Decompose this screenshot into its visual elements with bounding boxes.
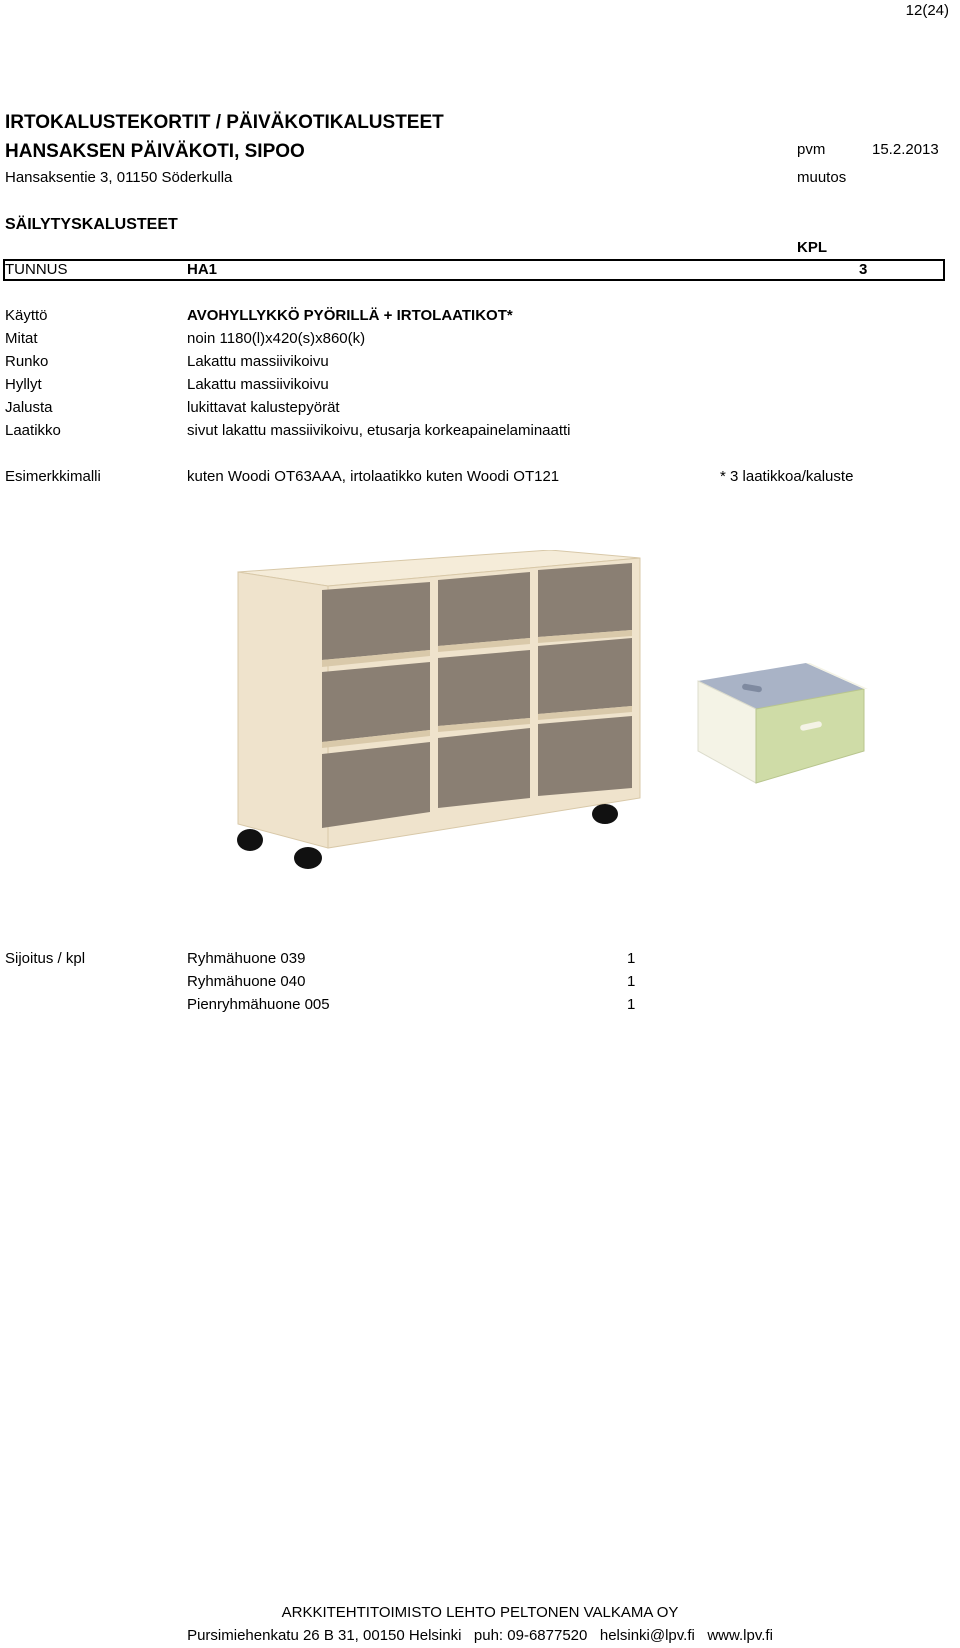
identifier-code: HA1 <box>187 261 218 278</box>
identifier-quantity: 3 <box>859 261 868 278</box>
spec-label-shelves: Hyllyt <box>5 376 42 393</box>
shelf-unit-image <box>230 550 660 870</box>
identifier-label: TUNNUS <box>5 261 68 278</box>
wheel-icon <box>592 804 618 824</box>
spec-label-use: Käyttö <box>5 307 48 324</box>
shelf-side-panel <box>238 572 328 848</box>
spec-value-shelves: Lakattu massiivikoivu <box>187 376 329 393</box>
example-label: Esimerkkimalli <box>5 468 101 485</box>
category-heading: SÄILYTYSKALUSTEET <box>5 216 178 233</box>
quantity-header: KPL <box>797 239 827 256</box>
date-value: 15.2.2013 <box>872 141 939 158</box>
placement-room: Ryhmähuone 040 <box>187 973 306 990</box>
spec-label-dimensions: Mitat <box>5 330 38 347</box>
placement-label: Sijoitus / kpl <box>5 950 86 967</box>
shelf-compartments <box>322 563 632 828</box>
spec-value-dimensions: noin 1180(l)x420(s)x860(k) <box>187 330 366 347</box>
project-address: Hansaksentie 3, 01150 Söderkulla <box>5 169 233 186</box>
spec-label-base: Jalusta <box>5 399 53 416</box>
placement-qty: 1 <box>627 996 636 1013</box>
spec-value-base: lukittavat kalustepyörät <box>187 399 340 416</box>
placement-qty: 1 <box>627 950 636 967</box>
project-name: HANSAKSEN PÄIVÄKOTI, SIPOO <box>5 141 305 162</box>
change-label: muutos <box>797 169 847 186</box>
footer-contact: Pursimiehenkatu 26 B 31, 00150 Helsinki puh: 09-6877520 helsinki@lpv.fi www.lpv.fi <box>187 1627 773 1644</box>
spec-value-use: AVOHYLLYKKÖ PYÖRILLÄ + IRTOLAATIKOT* <box>187 307 513 324</box>
placement-room: Pienryhmähuone 005 <box>187 996 330 1013</box>
identifier-row <box>3 259 945 281</box>
example-value: kuten Woodi OT63AAA, irtolaatikko kuten Woodi OT121 <box>187 468 560 485</box>
example-note: * 3 laatikkoa/kaluste <box>720 468 854 485</box>
footer-company: ARKKITEHTITOIMISTO LEHTO PELTONEN VALKAMA OY <box>281 1604 679 1621</box>
document-title: IRTOKALUSTEKORTIT / PÄIVÄKOTIKALUSTEET <box>5 112 444 133</box>
date-label: pvm <box>797 141 826 158</box>
placement-qty: 1 <box>627 973 636 990</box>
wheel-icon <box>294 847 322 869</box>
page-number: 12(24) <box>905 2 949 19</box>
spec-value-frame: Lakattu massiivikoivu <box>187 353 329 370</box>
spec-label-drawer: Laatikko <box>5 422 61 439</box>
spec-label-frame: Runko <box>5 353 49 370</box>
wheel-icon <box>237 829 263 851</box>
drawer-image <box>690 655 870 785</box>
spec-value-drawer: sivut lakattu massiivikoivu, etusarja korkeapainelaminaatti <box>187 422 571 439</box>
placement-room: Ryhmähuone 039 <box>187 950 306 967</box>
